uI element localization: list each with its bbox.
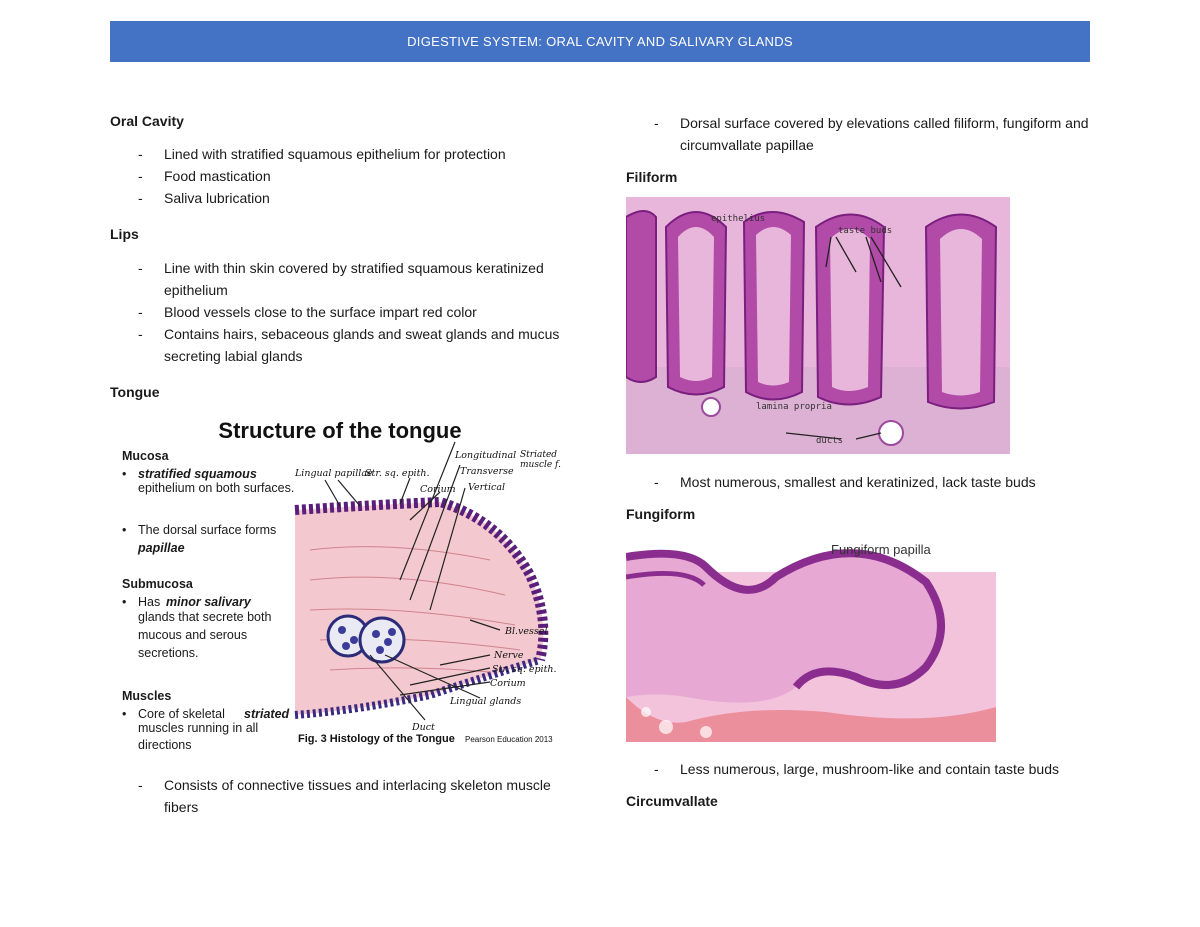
label-bl-vessel: Bl.vessel	[505, 626, 548, 637]
bullet-dot: •	[122, 467, 127, 481]
label-str-sq-epith-bottom: Str. sq. epith.	[492, 664, 557, 675]
label-lingual-papillae: Lingual papillae	[295, 468, 373, 479]
filiform-text-block	[626, 471, 1096, 524]
lips-heading: Lips	[110, 226, 139, 242]
figure-title: Structure of the tongue	[218, 418, 462, 443]
papillae-intro-list	[626, 112, 1090, 156]
label-duct: Duct	[412, 722, 435, 733]
figure-caption: Fig. 3 Histology of the Tongue	[298, 733, 455, 745]
figure-credit: Pearson Education 2013	[465, 735, 553, 744]
list-item: - Blood vessels close to the surface impart red color	[138, 304, 477, 320]
mucosa-b2-text: The dorsal surface forms	[138, 523, 277, 537]
mucosa-b2-em: papillae	[138, 541, 185, 555]
circumvallate-heading: Circumvallate	[626, 793, 718, 809]
label-corium-bottom: Corium	[490, 678, 526, 689]
bullet-dot: •	[122, 523, 127, 537]
muscles-heading: Muscles	[122, 689, 172, 703]
filiform-heading: Filiform	[626, 169, 678, 185]
fungiform-label: Fungiform papilla	[831, 542, 931, 557]
label-lamina-propria: lamina propria	[756, 402, 832, 412]
list-item: - Consists of connective tissues and interlacing skeleton muscle fibers	[138, 777, 551, 815]
document-title: DIGESTIVE SYSTEM: ORAL CAVITY AND SALIVARY GLANDS	[407, 34, 793, 49]
list-item: - Line with thin skin covered by stratified squamous keratinized epithelium	[138, 260, 544, 298]
submucosa-text: glands that secrete both mucous and serous secretions.	[138, 610, 272, 660]
fungiform-heading: Fungiform	[626, 506, 696, 522]
filiform-histology-image	[626, 197, 1010, 454]
list-item: - Dorsal surface covered by elevations called filiform, fungiform and circumvallate papillae	[654, 115, 1089, 153]
mucosa-em: stratified squamous	[138, 467, 257, 481]
label-str-sq-epith-top: Str. sq. epith.	[365, 468, 430, 479]
label-nerve: Nerve	[494, 650, 524, 661]
submucosa-em: minor salivary	[166, 595, 251, 609]
label-longitudinal: Longitudinal	[455, 450, 517, 461]
mucosa-text: epithelium on both surfaces.	[138, 481, 295, 495]
label-transverse: Transverse	[460, 466, 514, 477]
list-item: - Most numerous, smallest and keratinized, lack taste buds	[654, 474, 1036, 490]
muscles-pre: Core of skeletal	[138, 707, 225, 721]
label-lingual-glands: Lingual glands	[450, 696, 522, 707]
label-corium-top: Corium	[420, 484, 456, 495]
list-item: - Lined with stratified squamous epithelium for protection	[138, 146, 506, 162]
bullet-dot: •	[122, 595, 127, 609]
list-item: - Contains hairs, sebaceous glands and sweat glands and mucus secreting labial glands	[138, 326, 560, 364]
oral-cavity-list	[110, 143, 570, 209]
label-vertical: Vertical	[468, 482, 506, 493]
label-striated-muscle: Striated muscle f.	[520, 450, 561, 470]
submucosa-pre: Has	[138, 595, 161, 609]
label-taste-buds: taste buds	[838, 226, 893, 236]
fungiform-histology-image	[626, 537, 996, 742]
label-epithelium: epithelius	[711, 214, 766, 224]
oral-cavity-heading: Oral Cavity	[110, 113, 184, 129]
list-item: - Food mastication	[138, 168, 271, 184]
right-column	[626, 112, 1090, 187]
tongue-structure-figure	[110, 410, 580, 765]
tongue-list	[110, 774, 570, 818]
submucosa-heading: Submucosa	[122, 577, 193, 591]
muscles-em: striated	[244, 707, 290, 721]
list-item: - Saliva lubrication	[138, 190, 270, 206]
tongue-list-container	[110, 774, 570, 818]
list-item: - Less numerous, large, mushroom-like and contain taste buds	[654, 761, 1059, 777]
tongue-heading: Tongue	[110, 384, 160, 400]
left-column	[110, 112, 570, 402]
label-ducts: ducts	[816, 436, 844, 446]
mucosa-heading: Mucosa	[122, 449, 169, 463]
bullet-dot: •	[122, 707, 127, 721]
fungiform-list	[626, 758, 1096, 780]
fungiform-text-block	[626, 758, 1096, 811]
filiform-list	[626, 471, 1096, 493]
muscles-text: muscles running in all directions	[138, 721, 259, 752]
lips-list	[110, 257, 570, 367]
document-header-banner	[110, 21, 1090, 62]
